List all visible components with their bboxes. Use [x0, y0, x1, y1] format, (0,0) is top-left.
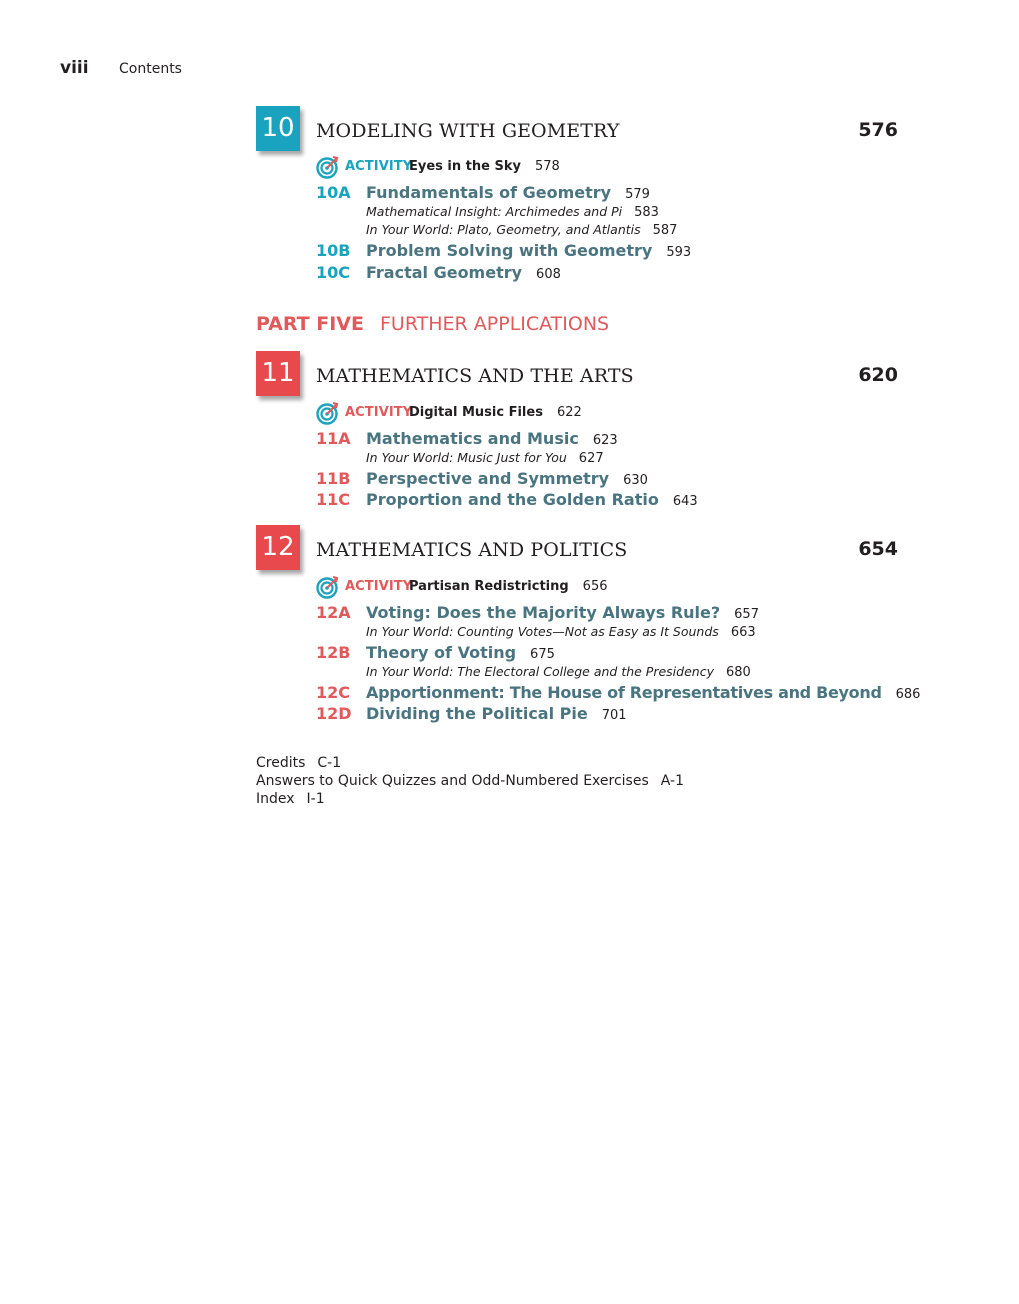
- subsection-title: In Your World: Music Just for You: [366, 450, 567, 465]
- part-heading: [256, 313, 609, 335]
- back-matter-entry: [256, 790, 684, 808]
- activity-label: ACTIVITY: [345, 159, 413, 174]
- activity-label: ACTIVITY: [345, 405, 413, 420]
- chapter-title: MATHEMATICS AND POLITICS: [316, 539, 628, 561]
- section-page: 643: [672, 494, 698, 509]
- activity-page: 578: [534, 159, 560, 174]
- chapter-number-badge: 11: [256, 351, 300, 396]
- section-title: Apportionment: The House of Representatives and Beyond: [366, 683, 882, 702]
- section-title: Voting: Does the Majority Always Rule?: [366, 603, 721, 622]
- section-code: 11A: [316, 429, 351, 448]
- subsection-page: 663: [730, 625, 756, 640]
- activity-page: 622: [556, 405, 582, 420]
- running-head-title: Contents: [119, 61, 182, 77]
- section-code: 11B: [316, 469, 351, 488]
- section-title: Mathematics and Music: [366, 429, 579, 448]
- subsection-title: In Your World: The Electoral College and the Presidency: [366, 664, 714, 679]
- subsection-entry: [366, 664, 751, 680]
- part-title: FURTHER APPLICATIONS: [379, 313, 610, 335]
- subsection-page: 587: [652, 223, 678, 238]
- section-code: 10B: [316, 241, 351, 260]
- activity-title: Eyes in the Sky: [409, 159, 521, 174]
- section-title: Dividing the Political Pie: [366, 704, 588, 723]
- activity-title: Partisan Redistricting: [409, 579, 569, 594]
- subsection-page: 627: [578, 451, 604, 466]
- target-arrow-icon: [316, 401, 342, 425]
- subsection-entry: [366, 624, 756, 640]
- section-title: Problem Solving with Geometry: [366, 241, 653, 260]
- section-page: 593: [666, 245, 692, 260]
- section-page: 686: [895, 687, 921, 702]
- section-title: Fractal Geometry: [366, 263, 523, 282]
- back-matter-title: Index: [256, 791, 295, 807]
- subsection-entry: [366, 204, 659, 220]
- section-page: 657: [734, 607, 759, 622]
- activity-label: ACTIVITY: [345, 579, 413, 594]
- subsection-entry: [366, 450, 604, 466]
- section-code: 12C: [316, 683, 351, 702]
- back-matter-title: Answers to Quick Quizzes and Odd-Numbered Exercises: [256, 773, 649, 789]
- section-code: 10C: [316, 263, 351, 282]
- section-page: 623: [592, 433, 618, 448]
- section-code: 11C: [316, 490, 351, 509]
- back-matter: [256, 754, 684, 808]
- subsection-page: 680: [725, 665, 751, 680]
- subsection-page: 583: [634, 205, 659, 220]
- section-code: 12B: [316, 643, 351, 662]
- subsection-title: In Your World: Plato, Geometry, and Atlantis: [366, 222, 641, 237]
- back-matter-entry: [256, 772, 684, 790]
- section-code: 12A: [316, 603, 351, 622]
- section-page: 701: [601, 708, 627, 723]
- activity-title: Digital Music Files: [409, 405, 543, 420]
- target-arrow-icon: [316, 155, 342, 179]
- section-code: 12D: [316, 704, 352, 723]
- back-matter-page: A-1: [660, 773, 684, 789]
- chapter-title: MODELING WITH GEOMETRY: [316, 120, 620, 142]
- section-code: 10A: [316, 183, 351, 202]
- back-matter-page: C-1: [317, 755, 342, 771]
- section-page: 630: [623, 473, 648, 488]
- chapter-page: 654: [858, 538, 898, 560]
- section-title: Proportion and the Golden Ratio: [366, 490, 659, 509]
- chapter-page: 620: [858, 364, 898, 386]
- back-matter-page: I-1: [306, 791, 325, 807]
- part-label: PART FIVE: [256, 313, 364, 335]
- target-arrow-icon: [316, 575, 342, 599]
- back-matter-entry: [256, 754, 684, 772]
- page-number: viii: [60, 58, 89, 78]
- subsection-title: In Your World: Counting Votes—Not as Easy as It Sounds: [366, 624, 719, 639]
- chapter-number-badge: 12: [256, 525, 300, 570]
- section-title: Fundamentals of Geometry: [366, 183, 612, 202]
- section-page: 579: [625, 187, 650, 202]
- chapter-title: MATHEMATICS AND THE ARTS: [316, 365, 634, 387]
- chapter-number-badge: 10: [256, 106, 300, 151]
- section-title: Perspective and Symmetry: [366, 469, 610, 488]
- section-page: 675: [530, 647, 555, 662]
- section-page: 608: [536, 267, 561, 282]
- section-title: Theory of Voting: [366, 643, 517, 662]
- subsection-entry: [366, 222, 677, 238]
- subsection-title: Mathematical Insight: Archimedes and Pi: [366, 204, 623, 219]
- chapter-page: 576: [858, 119, 898, 141]
- back-matter-title: Credits: [256, 755, 306, 771]
- activity-page: 656: [582, 579, 608, 594]
